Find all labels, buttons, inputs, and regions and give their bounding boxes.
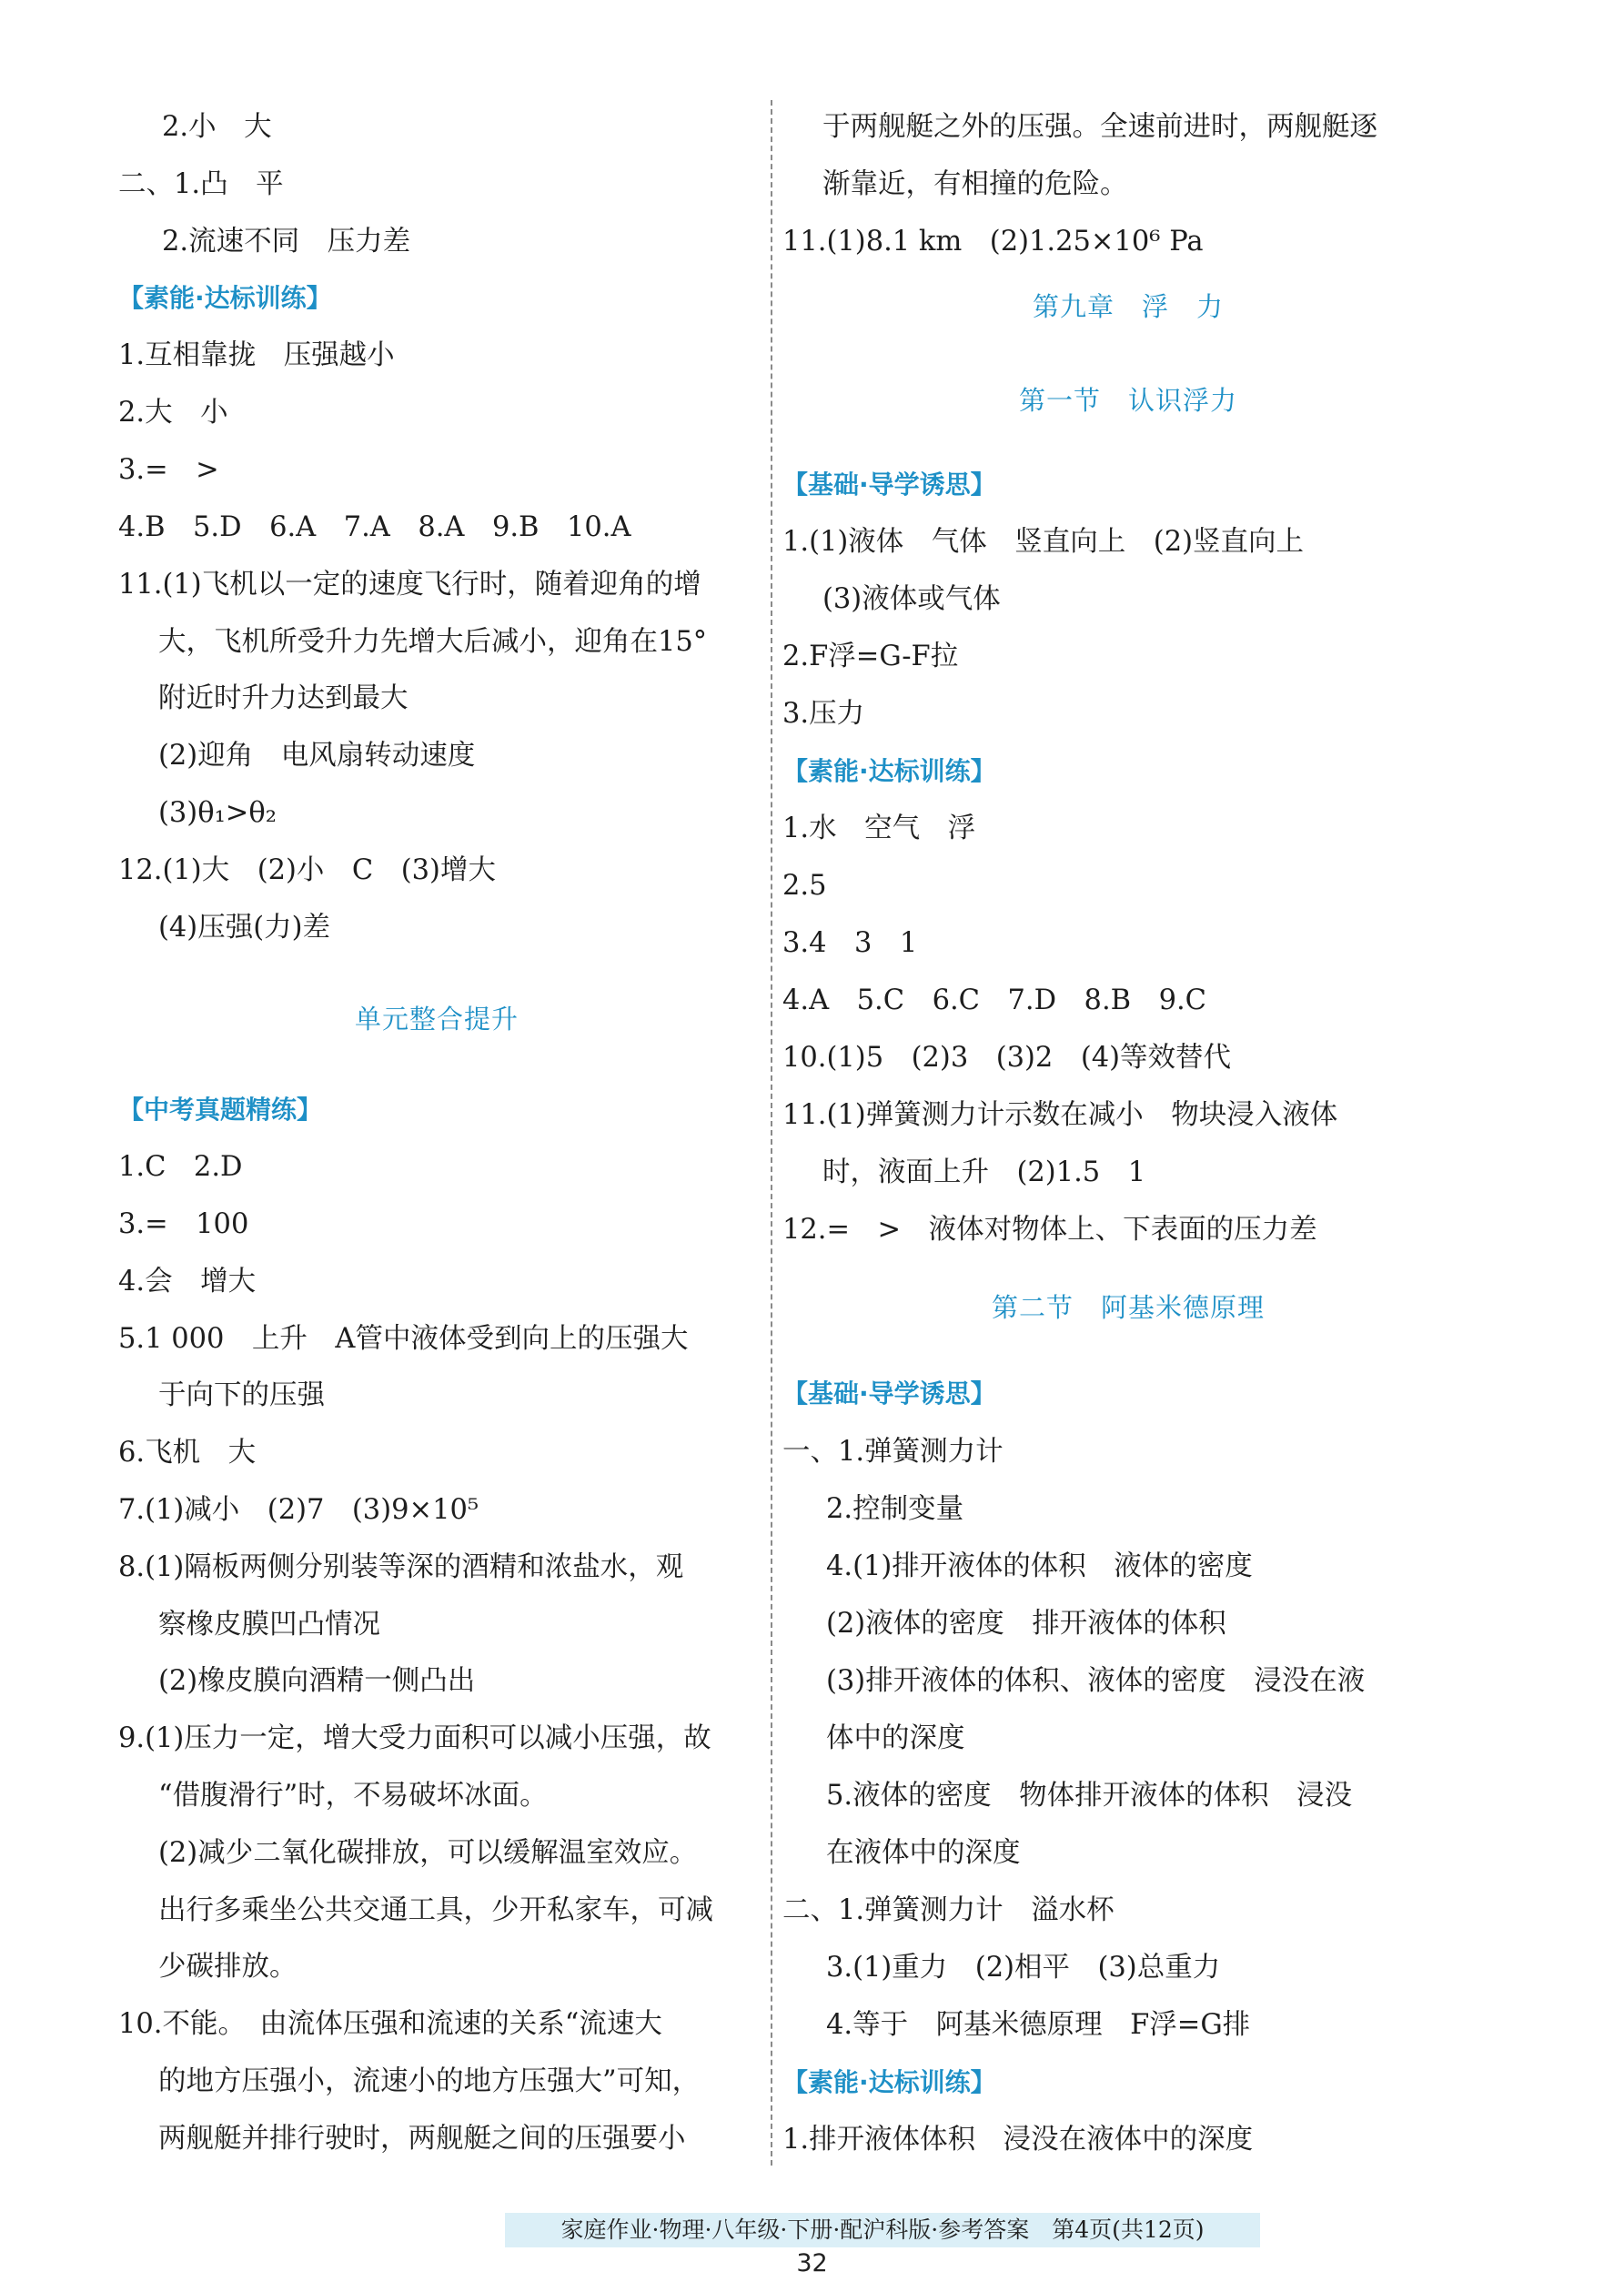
answer-line: 时，液面上升 (2)1.5 1: [822, 1156, 1146, 1188]
answer-line: 于向下的压强: [158, 1379, 325, 1411]
section-heading: 第九章 浮 力: [1032, 291, 1224, 322]
section-label: 【素能·达标训练】: [118, 283, 332, 313]
answer-line: 2.小 大: [162, 111, 272, 143]
section-heading: 单元整合提升: [354, 1004, 519, 1035]
answer-line: 在液体中的深度: [826, 1837, 1021, 1869]
section-heading: 第一节 认识浮力: [1018, 385, 1237, 416]
answer-line: 3.压力: [782, 698, 865, 730]
answer-line: 3.= 100: [118, 1208, 249, 1240]
answer-line: 3.(1)重力 (2)相平 (3)总重力: [826, 1952, 1221, 1984]
section-heading: 第二节 阿基米德原理: [991, 1292, 1265, 1323]
answer-line: 10.不能。 由流体压强和流速的关系“流速大: [118, 2008, 662, 2040]
answer-line: 9.(1)压力一定，增大受力面积可以减小压强，故: [118, 1722, 711, 1754]
answer-line: 2.流速不同 压力差: [162, 226, 411, 257]
answer-line: 少碳排放。: [158, 1951, 298, 1983]
answer-line: 1.排开液体体积 浸没在液体中的深度: [782, 2124, 1254, 2156]
answer-line: 2.大 小: [118, 397, 228, 429]
answer-line: 4.等于 阿基米德原理 F浮=G排: [826, 2009, 1251, 2041]
answer-line: 3.4 3 1: [782, 927, 918, 959]
answer-line: 4.A 5.C 6.C 7.D 8.B 9.C: [782, 984, 1207, 1016]
answer-line: 一、1.弹簧测力计: [782, 1436, 1004, 1468]
answer-line: 7.(1)减小 (2)7 (3)9×10⁵: [118, 1494, 479, 1526]
answer-line: 二、1.凸 平: [118, 168, 284, 200]
answer-line: (2)迎角 电风扇转动速度: [158, 740, 476, 772]
answer-line: 两舰艇并排行驶时，两舰艇之间的压强要小: [158, 2123, 686, 2155]
answer-line: 2.5: [782, 870, 827, 902]
page-number: 32: [796, 2249, 828, 2277]
answer-line: 11.(1)飞机以一定的速度飞行时，随着迎角的增: [118, 569, 701, 601]
column-divider: [771, 100, 772, 2166]
answer-line: (4)压强(力)差: [158, 912, 331, 944]
answer-line: 察橡皮膜凹凸情况: [158, 1609, 380, 1641]
answer-line: (3)排开液体的体积、液体的密度 浸没在液: [826, 1665, 1366, 1697]
section-label: 【基础·导学诱思】: [782, 1378, 996, 1409]
answer-line: 2.控制变量: [826, 1493, 964, 1525]
answer-line: 6.飞机 大: [118, 1437, 257, 1469]
answer-line: (3)θ₁>θ₂: [158, 797, 277, 829]
answer-line: (2)橡皮膜向酒精一侧凸出: [158, 1665, 476, 1697]
answer-line: 4.B 5.D 6.A 7.A 8.A 9.B 10.A: [118, 511, 631, 543]
answer-line: 二、1.弹簧测力计 溢水杯: [782, 1894, 1115, 1926]
answer-line: 5.1 000 上升 A管中液体受到向上的压强大: [118, 1323, 689, 1355]
section-label: 【素能·达标训练】: [782, 756, 996, 786]
answer-line: “借腹滑行”时，不易破坏冰面。: [158, 1780, 548, 1812]
answer-line: 4.会 增大: [118, 1266, 257, 1298]
answer-line: 渐靠近，有相撞的危险。: [822, 168, 1128, 200]
answer-line: 体中的深度: [826, 1722, 965, 1754]
answer-line: 于两舰艇之外的压强。全速前进时，两舰艇逐: [822, 111, 1377, 143]
answer-line: 11.(1)8.1 km (2)1.25×10⁶ Pa: [782, 226, 1204, 257]
answer-line: 出行多乘坐公共交通工具，少开私家车，可减: [158, 1894, 713, 1926]
answer-line: 的地方压强小，流速小的地方压强大”可知，: [158, 2065, 701, 2097]
answer-line: 1.互相靠拢 压强越小: [118, 339, 395, 371]
footer-bar: 家庭作业·物理·八年级·下册·配沪科版·参考答案 第4页(共12页): [505, 2213, 1260, 2247]
answer-line: (3)液体或气体: [822, 583, 1001, 615]
answer-line: 4.(1)排开液体的体积 液体的密度: [826, 1550, 1253, 1582]
answer-line: 1.水 空气 浮: [782, 813, 976, 844]
answer-line: 8.(1)隔板两侧分别装等深的酒精和浓盐水，观: [118, 1551, 684, 1583]
answer-line: 大，飞机所受升力先增大后减小，迎角在15°: [158, 626, 708, 658]
answer-line: 12.(1)大 (2)小 C (3)增大: [118, 854, 496, 886]
answer-line: 1.C 2.D: [118, 1151, 243, 1183]
answer-line: 附近时升力达到最大: [158, 682, 409, 714]
answer-line: (2)减少二氧化碳排放，可以缓解温室效应。: [158, 1837, 698, 1869]
answer-line: 1.(1)液体 气体 竖直向上 (2)竖直向上: [782, 526, 1305, 558]
section-label: 【素能·达标训练】: [782, 2067, 996, 2097]
answer-line: 5.液体的密度 物体排开液体的体积 浸没: [826, 1780, 1353, 1812]
answer-line: 3.= >: [118, 454, 219, 486]
answer-line: 10.(1)5 (2)3 (3)2 (4)等效替代: [782, 1042, 1232, 1074]
section-label: 【中考真题精练】: [118, 1095, 323, 1125]
answer-line: (2)液体的密度 排开液体的体积: [826, 1608, 1226, 1640]
answer-line: 12.= > 液体对物体上、下表面的压力差: [782, 1214, 1317, 1246]
answer-line: 11.(1)弹簧测力计示数在减小 物块浸入液体: [782, 1099, 1338, 1131]
section-label: 【基础·导学诱思】: [782, 470, 996, 500]
answer-line: 2.F浮=G-F拉: [782, 641, 959, 672]
